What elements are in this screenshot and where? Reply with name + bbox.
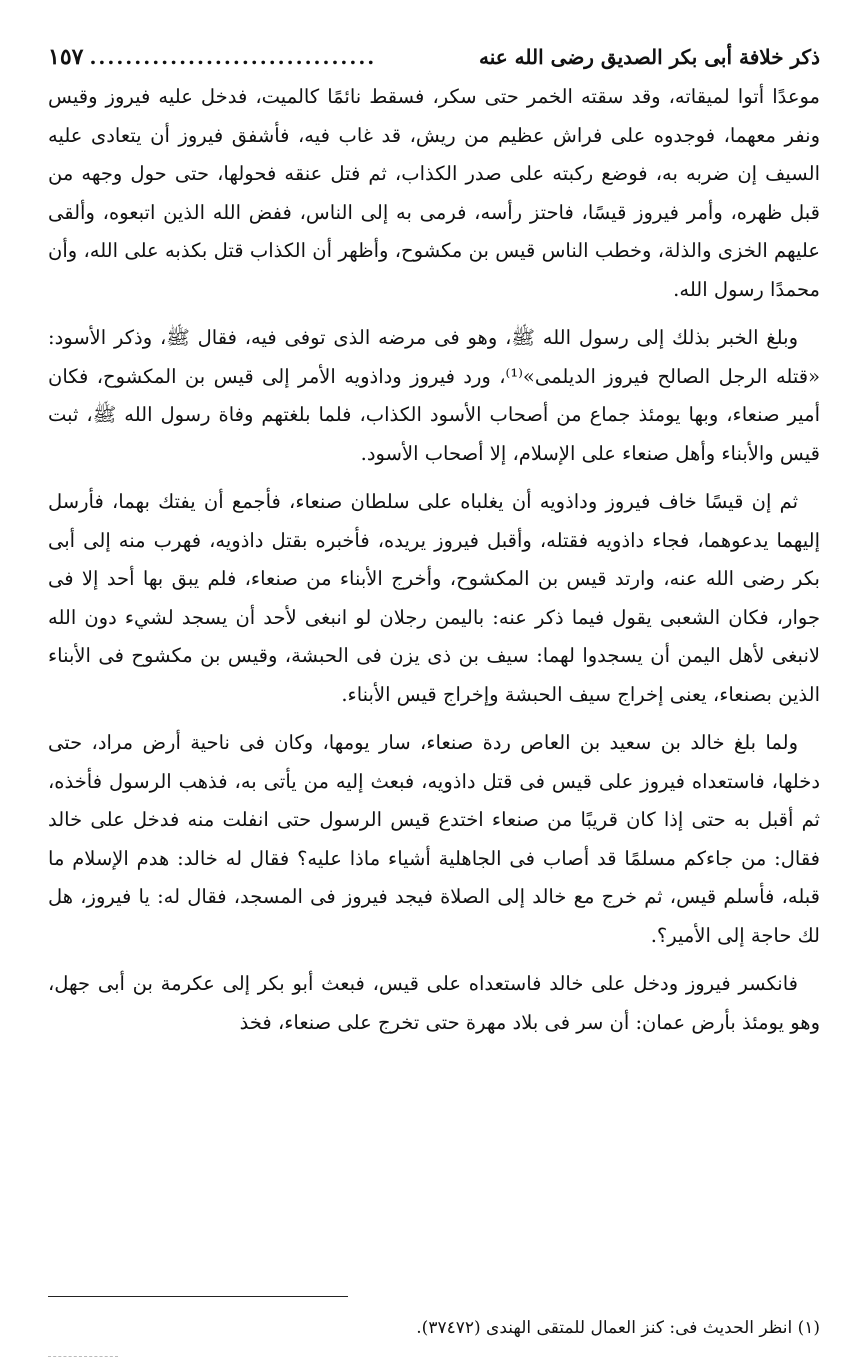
leader-dots: ................................ xyxy=(89,45,377,69)
chapter-title: ذكر خلافة أبى بكر الصديق رضى الله عنه xyxy=(479,45,820,69)
running-header xyxy=(48,42,820,72)
paragraph-5: فانكسر فيروز ودخل على خالد فاستعداه على قيس، فبعث أبو بكر إلى عكرمة بن أبى جهل، وهو يومئذ بأرض عمان: أن سر فى بلاد مهرة حتى تخرج على صنعاء، فخذ xyxy=(48,972,820,1034)
paragraph-1: موعدًا أتوا لميقاته، وقد سقته الخمر حتى سكر، فسقط نائمًا كالميت، فدخل عليه فيروز وقيس ونفر معهما، فوجدوه على فراش عظيم من ريش، قد غاب فيه، فأشفق فيروز أن يتعادى عليه السيف إن ضربه به، فوضع ركبته على صدر الكذاب، ثم فتل عنقه فحولها، حتى حول وجهه من قبل ظهره، وأمر فيروز قيسًا، فاحتز رأسه، فرمى به إلى الناس، ففض الله الذين اتبعوه، وألقى عليهم الخزى والذلة، وخطب الناس قيس بن مكشوح، وأظهر أن الكذاب قتل بكذبه على الله، وأن محمدًا رسول الله. xyxy=(48,85,820,301)
paragraph-2: وبلغ الخبر بذلك إلى رسول الله ﷺ، وهو فى مرضه الذى توفى فيه، فقال ﷺ، وذكر الأسود: «قتله الرجل الصالح فيروز الديلمى»⁽¹⁾، ورد فيروز وداذويه الأمر إلى قيس بن المكشوح، فكان أمير صنعاء، وبها يومئذ جماع من أصحاب الأسود الكذاب، فلما بلغتهم وفاة رسول الله ﷺ، ثبت قيس والأبناء وأهل صنعاء على الإسلام، إلا أصحاب الأسود. xyxy=(48,326,820,465)
page-number: ١٥٧ xyxy=(48,44,84,70)
footnote-separator xyxy=(48,1296,348,1297)
body-text xyxy=(48,78,820,1042)
scan-edge-mark xyxy=(48,1356,118,1357)
book-page xyxy=(48,42,820,1363)
footnote: (١) انظر الحديث فى: كنز العمال للمتقى الهندى (٣٧٤٧٢). xyxy=(416,1318,820,1338)
paragraph-3: ثم إن قيسًا خاف فيروز وداذويه أن يغلباه على سلطان صنعاء، فأجمع أن يفتك بهما، فأرسل إليهما يدعوهما، فجاء داذويه فقتله، وأقبل فيروز يريده، فأخبره بقتل داذويه، فهرب منه إلى أبى بكر رضى الله عنه، وارتد قيس بن المكشوح، وأخرج الأبناء من صنعاء، فلم يبق بها أحد إلا فى جوار، فكان الشعبى يقول فيما ذكر عنه: باليمن رجلان لو انبغى لأحد أن يسجد لشيء دون الله لانبغى لأهل اليمن أن يسجدوا لهما: سيف بن ذى يزن فى الحبشة، وقيس بن مكشوح فى الأبناء الذين بصنعاء، يعنى إخراج سيف الحبشة وإخراج قيس الأبناء. xyxy=(48,490,820,706)
paragraph-4: ولما بلغ خالد بن سعيد بن العاص ردة صنعاء، سار يومها، وكان فى ناحية أرض مراد، حتى دخلها، فاستعداه فيروز على قيس فى قتل داذويه، فبعث إليه من يأتى به، فذهب الرسول فأخذه، ثم أقبل به حتى إذا كان قريبًا من صنعاء اختدع قيس الرسول حتى انفلت منه فدخل على خالد فقال: من جاءكم مسلمًا قد أصاب فى الجاهلية أشياء ماذا عليه؟ فقال له خالد: هدم الإسلام ما قبله، فأسلم قيس، ثم خرج مع خالد إلى الصلاة فيجد فيروز فى المسجد، فقال له: يا فيروز، هل لك حاجة إلى الأمير؟. xyxy=(48,731,820,947)
